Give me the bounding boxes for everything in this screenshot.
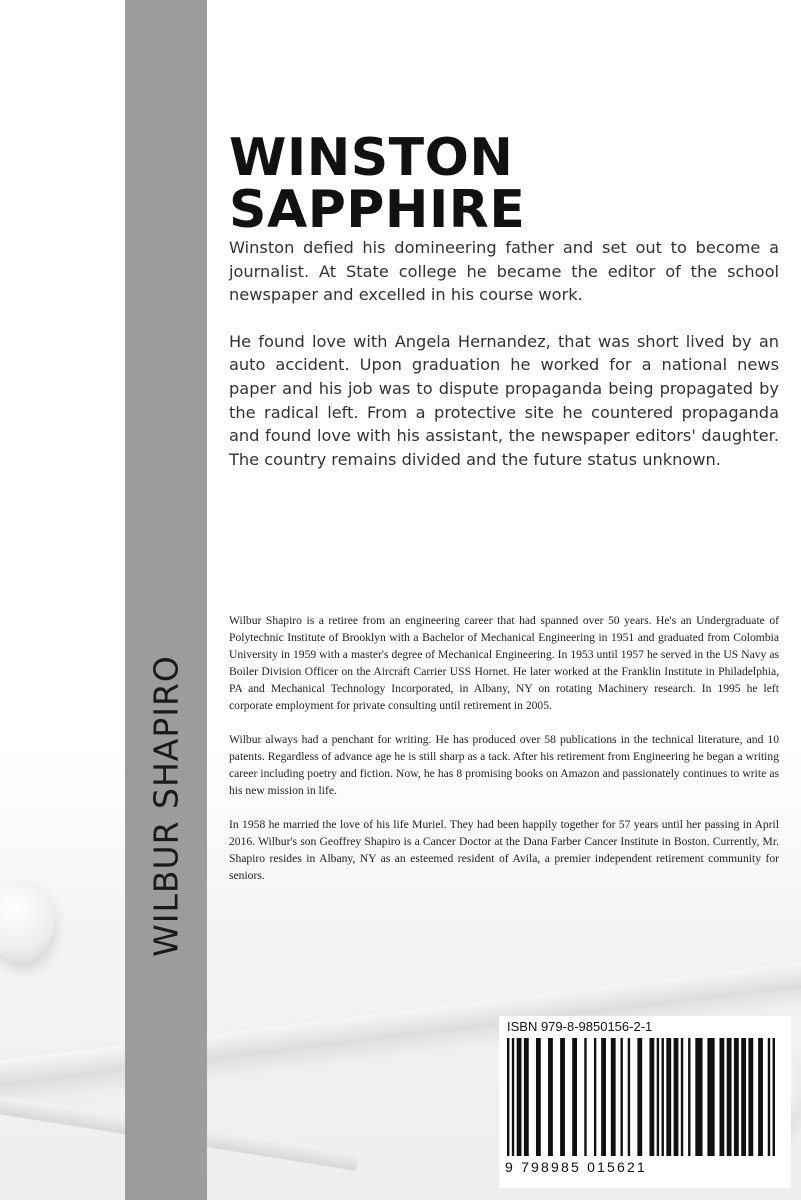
barcode-bar [662, 1038, 664, 1156]
book-blurb [229, 236, 779, 494]
barcode-bar [666, 1038, 671, 1156]
barcode-bar [637, 1038, 642, 1156]
barcode-bar [657, 1038, 659, 1156]
barcode-bar [727, 1038, 732, 1156]
barcode-bar [768, 1038, 770, 1156]
barcode-bar [741, 1038, 746, 1156]
book-title-line-2: SAPPHIRE [229, 180, 526, 240]
barcode-bar [572, 1038, 577, 1156]
barcode-bar [584, 1038, 586, 1156]
isbn-label: ISBN 979-8-9850156-2-1 [507, 1019, 653, 1034]
barcode-bar [681, 1038, 683, 1156]
barcode-bar [734, 1038, 739, 1156]
barcode-bars [505, 1038, 777, 1158]
isbn-barcode [499, 1016, 791, 1188]
barcode-bar [548, 1038, 553, 1156]
barcode-bar [695, 1038, 702, 1156]
barcode-bar [758, 1038, 763, 1156]
barcode-bar [611, 1038, 616, 1156]
barcode-bar [674, 1038, 679, 1156]
barcode-digits: 9 798985 015621 [505, 1159, 647, 1175]
barcode-bar [560, 1038, 565, 1156]
blurb-paragraph: Winston defied his domineering father and set out to become a journalist. At State college he became the editor of the school newspaper and excelled in his course work. [229, 238, 779, 305]
barcode-bar [773, 1038, 775, 1156]
spine-author-name: WILBUR SHAPIRO [146, 655, 186, 957]
book-title-line-1: WINSTON [229, 128, 514, 188]
barcode-bar [649, 1038, 654, 1156]
barcode-bar [628, 1038, 630, 1156]
barcode-bar [748, 1038, 753, 1156]
background-egg-left [0, 880, 54, 962]
barcode-bar [524, 1038, 529, 1156]
barcode-bar [517, 1038, 522, 1156]
barcode-bar [707, 1038, 714, 1156]
barcode-bar [719, 1038, 724, 1156]
bio-paragraph: Wilbur always had a penchant for writing. He has produced over 58 publications in the technical literature, and 10 patents. Regardless of advance age he is still sharp as a tack. After his retirement from Engineering he began a writing career including poetry and fiction. Now, he has 8 promising books on Amazon and passionately continues to write as his new mission in life. [229, 733, 779, 797]
barcode-bar [620, 1038, 622, 1156]
barcode-bar [594, 1038, 596, 1156]
barcode-bar [688, 1038, 690, 1156]
barcode-bar [512, 1038, 514, 1156]
barcode-bar [536, 1038, 541, 1156]
author-bio [229, 612, 779, 901]
bio-paragraph: Wilbur Shapiro is a retiree from an engineering career that had spanned over 50 years. He's an Undergraduate of Polytechnic Institute of Brooklyn with a Bachelor of Mechanical Engineering in 1951 and graduated from Colombia University in 1959 with a master's degree of Mechanical Engineering. In 1953 until 1957 he served in the US Navy as Boiler Division Officer on the Aircraft Carrier USS Hornet. He later worked at the Franklin Institute in Philadelphia, PA and Mechanical Technology Incorporated, in Albany, NY on rotating Machinery research. In 1995 he left corporate employment for private consulting until retirement in 2005. [229, 614, 779, 712]
blurb-paragraph: He found love with Angela Hernandez, that was short lived by an auto accident. Upon graduation he worked for a national news paper and his job was to dispute propaganda being propagated by the radical left. From a protective site he countered propaganda and found love with his assistant, the newspaper editors' daughter. The country remains divided and the future status unknown. [229, 331, 779, 469]
barcode-bar [507, 1038, 509, 1156]
barcode-bar [601, 1038, 606, 1156]
book-spine [125, 0, 207, 1200]
bio-paragraph: In 1958 he married the love of his life Muriel. They had been happily together for 57 years until her passing in April 2016. Wilbur's son Geoffrey Shapiro is a Cancer Doctor at the Dana Farber Cancer Institute in Boston. Currently, Mr. Shapiro resides in Albany, NY as an esteemed resident of Avila, a premier independent retirement community for seniors. [229, 818, 779, 882]
book-title [229, 128, 526, 240]
